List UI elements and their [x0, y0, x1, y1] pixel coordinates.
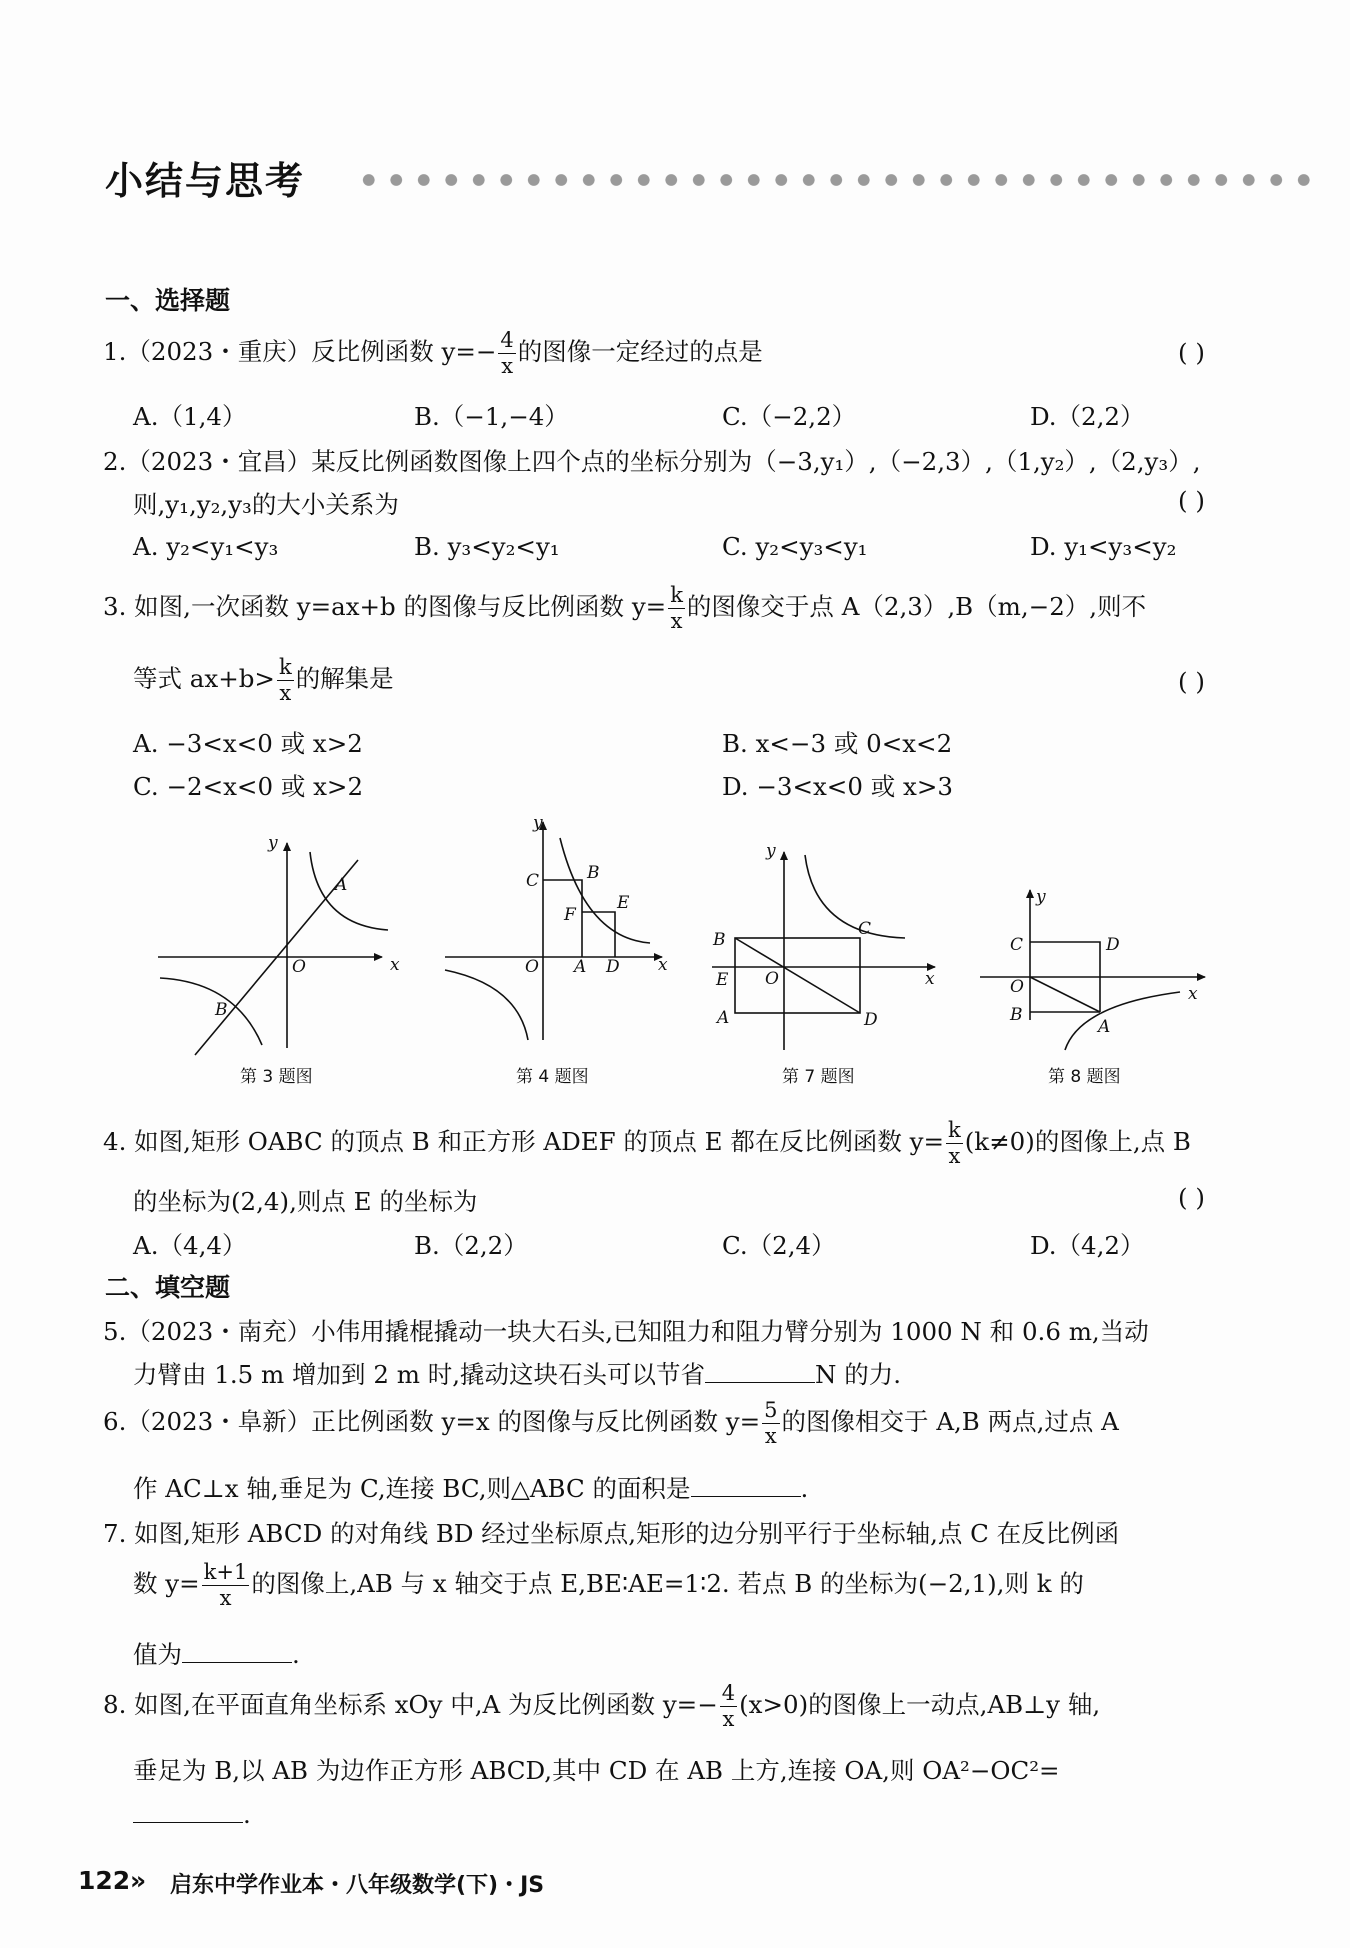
- q7-line2-post: 的图像上,AB 与 x 轴交于点 E,BE∶AE=1∶2. 若点 B 的坐标为(−2,1),则 k 的: [251, 1569, 1084, 1598]
- q1-option-a: A.（1,4）: [133, 402, 247, 431]
- q3-numerator-2: k: [278, 655, 292, 679]
- q1-text-post: 的图像一定经过的点是: [517, 337, 763, 366]
- question-7-line2: [133, 1562, 1084, 1609]
- fig4-rectangle-oabc: [543, 880, 582, 957]
- q3-denominator: x: [670, 609, 683, 633]
- q8-fraction: [720, 1683, 737, 1730]
- figure-7: [712, 852, 935, 1050]
- q3-option-b: B. x<−3 或 0<x<2: [722, 729, 953, 758]
- fig7-label-d: D: [864, 1010, 878, 1030]
- fig4-label-o: O: [525, 957, 539, 977]
- fig4-label-a: A: [574, 957, 587, 977]
- fig7-label-a: A: [717, 1008, 730, 1028]
- q7-fraction: [202, 1562, 250, 1609]
- q5-line2-post: N 的力.: [815, 1360, 902, 1389]
- q8-numerator: 4: [721, 1681, 736, 1705]
- q5-line2-pre: 力臂由 1.5 m 增加到 2 m 时,撬动这块石头可以节省: [133, 1360, 706, 1389]
- q3-fraction: [668, 585, 685, 632]
- title-dots-divider: [355, 173, 1315, 187]
- figure-4: [445, 822, 662, 1040]
- fig7-caption: 第 7 题图: [782, 1067, 855, 1087]
- question-8-line1: [103, 1683, 1100, 1730]
- section-title-choice: 一、选择题: [105, 286, 231, 315]
- q3-text-pre: 3. 如图,一次函数 y=ax+b 的图像与反比例函数 y=: [103, 592, 667, 621]
- q7-line3-post: .: [292, 1640, 300, 1669]
- q3-fraction-2: [277, 657, 294, 704]
- q2-option-c: C. y₂<y₃<y₁: [722, 532, 868, 561]
- q8-denominator: x: [722, 1707, 735, 1731]
- question-4-line2: 的坐标为(2,4),则点 E 的坐标为: [133, 1187, 478, 1216]
- q6-numerator: 5: [764, 1398, 778, 1422]
- q8-answer-blank[interactable]: [133, 1800, 243, 1823]
- question-5-line2: [133, 1356, 901, 1391]
- fig7-label-b: B: [713, 930, 726, 950]
- fig3-caption: 第 3 题图: [240, 1067, 313, 1087]
- q7-line3-pre: 值为: [133, 1640, 182, 1669]
- fig3-label-a: A: [335, 875, 348, 895]
- question-5-line1: 5.（2023・南充）小伟用撬棍撬动一块大石头,已知阻力和阻力臂分别为 1000 N 和 0.6 m,当动: [103, 1317, 1149, 1346]
- q8-text-post: (x>0)的图像上一动点,AB⊥y 轴,: [739, 1690, 1101, 1719]
- q4-answer-paren: ( ): [1178, 1183, 1205, 1212]
- fig4-label-b: B: [587, 863, 600, 883]
- question-1: [103, 330, 763, 377]
- fig3-label-o: O: [292, 957, 306, 977]
- q4-denominator: x: [948, 1144, 961, 1168]
- q3-denominator-2: x: [279, 681, 292, 705]
- fig7-diagonal-bd: [735, 938, 860, 1013]
- q6-line2-pre: 作 AC⊥x 轴,垂足为 C,连接 BC,则△ABC 的面积是: [133, 1474, 691, 1503]
- q2-answer-paren: ( ): [1178, 486, 1205, 515]
- q4-option-c: C.（2,4）: [722, 1231, 836, 1260]
- fig8-label-d: D: [1106, 935, 1120, 955]
- q2-option-a: A. y₂<y₁<y₃: [133, 532, 279, 561]
- question-8-line3: [133, 1800, 251, 1829]
- q4-fraction: [946, 1120, 963, 1167]
- fig4-caption: 第 4 题图: [516, 1067, 589, 1087]
- fig4-label-d: D: [606, 957, 620, 977]
- q1-option-b: B.（−1,−4）: [414, 402, 569, 431]
- q5-answer-blank[interactable]: [705, 1360, 815, 1383]
- fig4-label-c: C: [526, 871, 540, 891]
- fig7-hyperbola: [805, 855, 905, 938]
- fig7-label-x: x: [925, 969, 935, 989]
- fig4-label-y: y: [533, 813, 543, 833]
- q4-text-post: (k≠0)的图像上,点 B: [964, 1127, 1191, 1156]
- fig3-label-x: x: [390, 955, 400, 975]
- q2-option-b: B. y₃<y₂<y₁: [414, 532, 560, 561]
- q1-option-d: D.（2,2）: [1030, 402, 1145, 431]
- q4-numerator: k: [948, 1118, 961, 1142]
- q7-numerator: k+1: [203, 1560, 248, 1584]
- double-chevron-icon: »: [130, 1866, 147, 1895]
- fig3-hyperbola-right: [310, 852, 388, 930]
- fig4-label-x: x: [658, 955, 668, 975]
- fig4-label-e: E: [617, 893, 630, 913]
- fig8-label-c: C: [1010, 935, 1024, 955]
- figure-8: [980, 890, 1205, 1050]
- q1-text-pre: 1.（2023・重庆）反比例函数 y=−: [103, 337, 497, 366]
- q1-option-c: C.（−2,2）: [722, 402, 857, 431]
- q2-option-d: D. y₁<y₃<y₂: [1030, 532, 1177, 561]
- q3-answer-paren: ( ): [1178, 667, 1205, 696]
- q7-line2-pre: 数 y=: [133, 1569, 200, 1598]
- fig3-label-b: B: [215, 1000, 228, 1020]
- question-2-line1: 2.（2023・宜昌）某反比例函数图像上四个点的坐标分别为（−3,y₁）,（−2,3）,（1,y₂）,（2,y₃）,: [103, 447, 1201, 476]
- figures-row: [0, 800, 1350, 1100]
- q3-option-d: D. −3<x<0 或 x>3: [722, 772, 953, 801]
- q7-answer-blank[interactable]: [182, 1640, 292, 1663]
- question-7-line1: 7. 如图,矩形 ABCD 的对角线 BD 经过坐标原点,矩形的边分别平行于坐标轴,点 C 在反比例函: [103, 1519, 1120, 1548]
- fig7-label-e: E: [716, 970, 729, 990]
- q6-fraction: [762, 1400, 779, 1447]
- q1-fraction: [498, 330, 515, 377]
- fig4-hyperbola-right: [560, 838, 650, 943]
- q1-answer-paren: ( ): [1178, 338, 1205, 367]
- q6-answer-blank[interactable]: [691, 1474, 801, 1497]
- q3-option-c: C. −2<x<0 或 x>2: [133, 772, 364, 801]
- q6-text-post: 的图像相交于 A,B 两点,过点 A: [781, 1407, 1119, 1436]
- q7-denominator: x: [219, 1586, 232, 1610]
- question-7-line3: [133, 1636, 300, 1671]
- q4-text-pre: 4. 如图,矩形 OABC 的顶点 B 和正方形 ADEF 的顶点 E 都在反比例函数 y=: [103, 1127, 945, 1156]
- q3-line2-post: 的解集是: [295, 664, 394, 693]
- q4-option-b: B.（2,2）: [414, 1231, 528, 1260]
- fig8-label-y: y: [1036, 887, 1046, 907]
- fig8-caption: 第 8 题图: [1048, 1067, 1121, 1087]
- q6-text-pre: 6.（2023・阜新）正比例函数 y=x 的图像与反比例函数 y=: [103, 1407, 761, 1436]
- q1-denominator: x: [501, 354, 514, 378]
- fig4-hyperbola-left: [445, 970, 528, 1040]
- fig8-hyperbola: [1065, 992, 1180, 1050]
- fig3-label-y: y: [268, 833, 278, 853]
- fig7-label-o: O: [765, 969, 779, 989]
- book-title-footer: 启东中学作业本・八年级数学(下)・JS: [170, 1873, 545, 1898]
- question-3-line2: [133, 657, 394, 704]
- fig8-label-o: O: [1010, 977, 1024, 997]
- q3-line2-pre: 等式 ax+b>: [133, 664, 275, 693]
- q1-numerator: 4: [500, 328, 514, 352]
- section-title-fill: 二、填空题: [105, 1273, 231, 1302]
- fig8-label-x: x: [1188, 984, 1198, 1004]
- q3-text-post: 的图像交于点 A（2,3）,B（m,−2）,则不: [686, 592, 1147, 621]
- fig7-label-c: C: [858, 919, 872, 939]
- q3-numerator: k: [670, 583, 683, 607]
- q6-denominator: x: [764, 1424, 777, 1448]
- question-3-line1: [103, 585, 1146, 632]
- page-number: 122: [78, 1866, 131, 1895]
- q6-line2-post: .: [800, 1474, 809, 1503]
- fig7-label-y: y: [766, 841, 776, 861]
- fig8-label-b: B: [1010, 1005, 1023, 1025]
- question-6-line1: [103, 1400, 1119, 1447]
- question-4-line1: [103, 1120, 1191, 1167]
- q4-option-d: D.（4,2）: [1030, 1231, 1145, 1260]
- q8-line3-post: .: [243, 1800, 251, 1829]
- question-2-line2: 则,y₁,y₂,y₃的大小关系为: [133, 490, 399, 519]
- fig8-label-a: A: [1098, 1017, 1111, 1037]
- fig8-segment-oa: [1030, 977, 1100, 1012]
- figure-3: [158, 843, 388, 1055]
- question-6-line2: [133, 1470, 808, 1505]
- q4-option-a: A.（4,4）: [133, 1231, 247, 1260]
- q3-option-a: A. −3<x<0 或 x>2: [133, 729, 363, 758]
- q8-text-pre: 8. 如图,在平面直角坐标系 xOy 中,A 为反比例函数 y=−: [103, 1690, 718, 1719]
- page-title: 小结与思考: [105, 159, 306, 203]
- question-8-line2: 垂足为 B,以 AB 为边作正方形 ABCD,其中 CD 在 AB 上方,连接 OA,则 OA²−OC²=: [133, 1756, 1060, 1785]
- fig4-label-f: F: [564, 905, 576, 925]
